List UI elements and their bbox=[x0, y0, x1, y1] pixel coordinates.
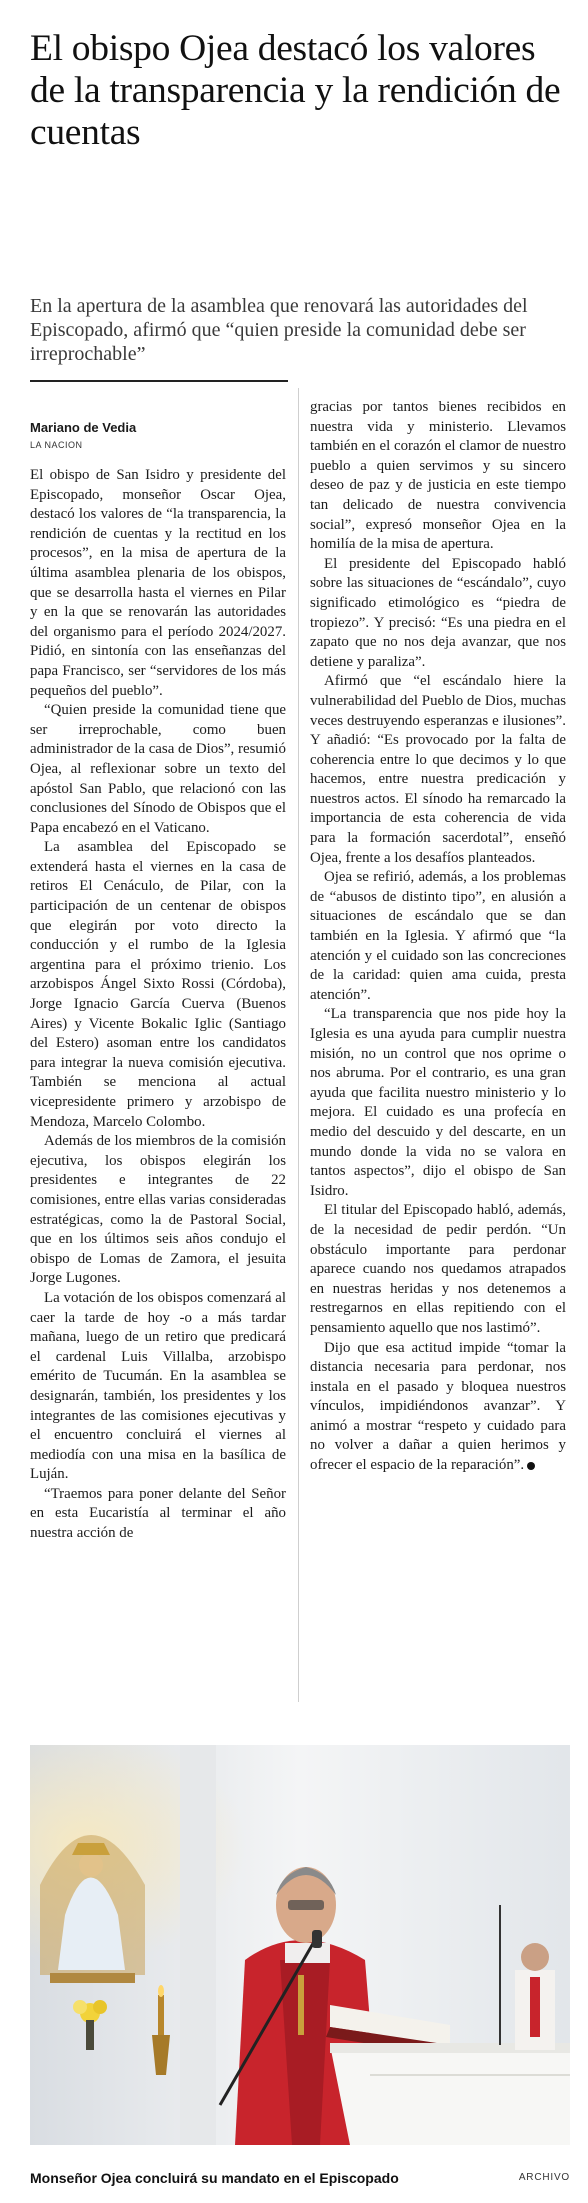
paragraph: La asamblea del Episcopado se extenderá hasta el viernes en la casa de retiros El Cenáculo, de Pilar, con la participación de un centenar de obispos que elegirán por voto directo la conducción y el rumbo de la Iglesia argentina para el próximo trienio. Los arzobispos Ángel Sixto Rossi (Córdoba), Jorge Ignacio García Cuerva (Buenos Aires) y Vicente Bokalic Iglic (Santiago del Estero) asoman entre los candidatos para integrar la nueva comisión ejecutiva. También se menciona al actual vicepresidente primero y arzobispo de Mendoza, Marcelo Colombo. bbox=[30, 839, 286, 1130]
article-column-left bbox=[30, 466, 286, 1544]
paragraph: “Traemos para poner delante del Señor en esta Eucaristía al terminar el año nuestra acción de bbox=[30, 1485, 286, 1542]
byline-author: Mariano de Vedia bbox=[30, 420, 137, 435]
byline-rule bbox=[30, 380, 288, 382]
article-column-right bbox=[310, 398, 566, 1476]
paragraph: La votación de los obispos comenzará al caer la tarde de hoy -o a más tardar mañana, luego de un retiro que predicará el cardenal Luis Villalba, arzobispo emérito de Tucumán. En la asamblea se designarán, también, los presidentes y los integrantes de las comisiones ejecutivas y el encuentro concluirá el viernes al mediodía con una misa en la basílica de Luján. bbox=[30, 1289, 286, 1483]
paragraph: “La transparencia que nos pide hoy la Iglesia es una ayuda para cumplir nuestra misión, no un control que nos oprime o nos abruma. Por el contrario, es una gran ayuda que facilita nuestro ministerio y lo mejora. El cuidado es una profecía en medio del descuido y del descarte, en un mundo donde la vida no se valora en tantos aspectos”, dijo el obispo de San Isidro. bbox=[310, 1006, 566, 1199]
paragraph: Ojea se refirió, además, a los problemas de “abusos de distinto tipo”, en alusión a situaciones de escándalo que se dan también en la Iglesia. Y afirmó que “la atención y el cuidado son las concreciones de la caridad: quien ama cuida, presta atención”. bbox=[310, 869, 566, 1003]
paragraph: “Quien preside la comunidad tiene que ser irreprochable, como buen administrador de la casa de Dios”, resumió Ojea, al reflexionar sobre un texto del apóstol San Pablo, que relacionó con las conclusiones del Sínodo de Obispos que el Papa encabezó en el Vaticano. bbox=[30, 702, 286, 836]
paragraph: El presidente del Episcopado habló sobre las situaciones de “escándalo”, cuyo significado etimológico es “piedra de tropiezo”. Y precisó: “Es una piedra en el zapato que no nos deja avanzar, que nos detiene y paraliza”. bbox=[310, 555, 566, 670]
paragraph-last bbox=[310, 1339, 566, 1476]
paragraph: Además de los miembros de la comisión ejecutiva, los obispos elegirán los presidentes e integrantes de 22 comisiones, entre ellas varias consideradas estratégicas, como la de Pastoral Social, que en los últimos seis años condujo el obispo de Lomas de Zamora, el jesuita Jorge Lugones. bbox=[30, 1133, 286, 1287]
photo-credit: ARCHIVO bbox=[518, 2172, 570, 2183]
paragraph: Afirmó que “el escándalo hiere la vulnerabilidad del Pueblo de Dios, muchas veces destruyendo esperanzas e ilusiones”. Y añadió: “Es provocado por la falta de coherencia entre lo que decimos y lo que hacemos, entre nuestra predicación y nuestros actos. El sínodo ha remarcado la importancia de esta coherencia de vida para la formación sacerdotal”, enseñó Ojea, frente a los desafíos planteados. bbox=[310, 673, 566, 866]
column-divider bbox=[298, 388, 299, 1702]
byline-outlet: LA NACION bbox=[30, 440, 83, 450]
paragraph: gracias por tantos bienes recibidos en nuestra vida y ministerio. Llevamos también en el corazón el clamor de nuestro pueblo a quien servimos y su sincero deseo de paz y de justicia en este tiempo tan delicado de nuestra convivencia social”, expresó monseñor Ojea en la homilía de la misa de apertura. bbox=[310, 399, 566, 553]
paragraph-text: Dijo que esa actitud impide “tomar la distancia necesaria para perdonar, nos instala en el pasado y bloquea nuestros vínculos, impidiéndonos avanzar”. Y animó a mostrar “respeto y cuidado para no volver a dañar a quien herimos y ofrecer el espacio de la reparación”. bbox=[310, 1339, 566, 1474]
paragraph: El obispo de San Isidro y presidente del Episcopado, monseñor Oscar Ojea, destacó los valores de “la transparencia, la rendición de cuentas y la rectitud en los procesos”, en la misa de apertura de la última asamblea plenaria de los obispos, que se desarrolla hasta el viernes en Pilar y en la que se renovarán las autoridades del organismo para el período 2024/2027. Pidió, en sintonía con las enseñanzas del papa Francisco, ser “servidores de los más pequeños del pueblo”. bbox=[30, 467, 286, 699]
kicker-subtitle: En la apertura de la asamblea que renovará las autoridades del Episcopado, afirmó que “quien preside la comunidad debe ser irreprochable” bbox=[30, 295, 528, 365]
headline: El obispo Ojea destacó los valores de la transparencia y la rendición de cuentas bbox=[30, 28, 561, 153]
photo-bishop-at-altar bbox=[30, 1745, 570, 2145]
end-of-article-icon bbox=[527, 1462, 535, 1470]
article-photo bbox=[30, 1745, 570, 2145]
paragraph: El titular del Episcopado habló, además, de la necesidad de pedir perdón. “Un obstáculo importante para perdonar aparece cuando nos quedamos atrapados en nuestras heridas y nos detenemos a restregarnos en ellas repitiendo con el pensamiento aquello que nos lastimó”. bbox=[310, 1202, 566, 1336]
photo-caption: Monseñor Ojea concluirá su mandato en el Episcopado bbox=[30, 2170, 399, 2186]
